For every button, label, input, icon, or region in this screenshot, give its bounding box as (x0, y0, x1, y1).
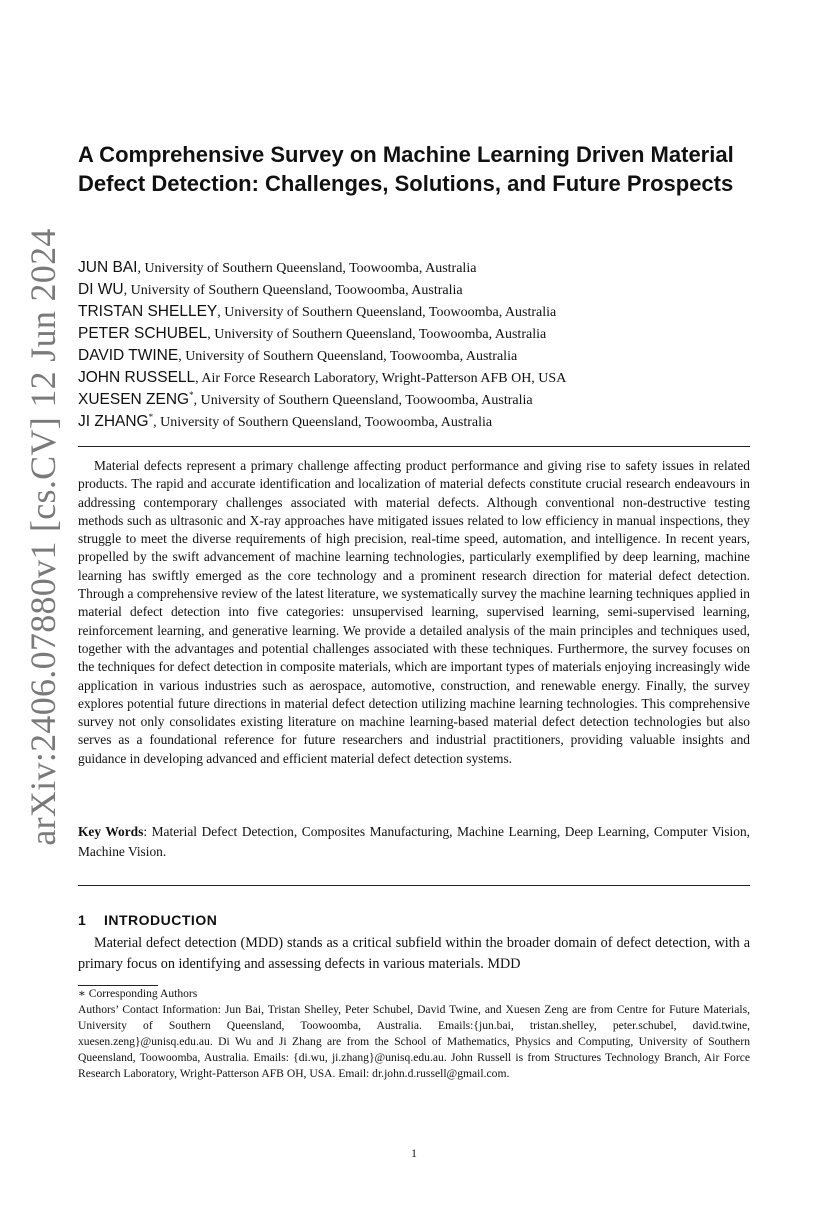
author-affiliation: , University of Southern Queensland, Toowoomba, Australia (207, 327, 547, 342)
author-affiliation: , University of Southern Queensland, Toowoomba, Australia (153, 415, 493, 430)
section-title: INTRODUCTION (104, 912, 218, 928)
corresponding-authors-note: ∗ Corresponding Authors (78, 987, 198, 1000)
author-mark: * (189, 390, 194, 400)
author-entry (78, 318, 750, 340)
section-heading (78, 912, 217, 928)
abstract-bottom-rule (78, 885, 750, 886)
arxiv-identifier-text: arXiv:2406.07880v1 [cs.CV] 12 Jun 2024 (23, 228, 63, 846)
author-mark: * (148, 412, 154, 422)
author-entry (78, 274, 750, 296)
author-name: JUN BAI (78, 259, 138, 276)
author-affiliation: , University of Southern Queensland, Toowoomba, Australia (193, 393, 533, 408)
author-list (78, 252, 750, 428)
author-name: XUESEN ZENG (78, 391, 190, 408)
keywords-list: : Material Defect Detection, Composites Manufacturing, Machine Learning, Deep Learning, Computer Vision, Machine Vision. (78, 824, 751, 859)
keywords (78, 822, 750, 862)
author-name: DI WU (78, 281, 124, 298)
author-affiliation: , University of Southern Queensland, Toowoomba, Australia (123, 283, 463, 298)
author-affiliation: , University of Southern Queensland, Toowoomba, Australia (217, 305, 557, 320)
author-entry (78, 340, 750, 362)
author-name: TRISTAN SHELLEY (78, 303, 218, 320)
keywords-label: Key Words (78, 824, 144, 839)
abstract-top-rule (78, 446, 750, 447)
author-entry (78, 362, 750, 384)
author-entry (78, 406, 750, 428)
author-affiliation: , University of Southern Queensland, Toowoomba, Australia (137, 261, 477, 276)
author-affiliation: , Air Force Research Laboratory, Wright-Patterson AFB OH, USA (195, 371, 567, 386)
author-entry (78, 296, 750, 318)
introduction-text: Material defect detection (MDD) stands as a critical subfield within the broader domain of defect detection, with a primary focus on identifying and assessing defects in various materials. MDD (78, 935, 750, 972)
author-affiliation: , University of Southern Queensland, Toowoomba, Australia (178, 349, 518, 364)
author-entry (78, 384, 750, 406)
page-number: 1 (411, 1148, 417, 1160)
author-name: JOHN RUSSELL (78, 369, 196, 386)
author-name: PETER SCHUBEL (78, 325, 208, 342)
section-number: 1 (78, 912, 87, 928)
author-name: JI ZHANG (78, 413, 149, 430)
paper-title: A Comprehensive Survey on Machine Learning Driven Material Defect Detection: Challenges, Solutions, and Future Prospects (78, 142, 734, 196)
abstract-text: Material defects represent a primary challenge affecting product performance and giving rise to safety issues in related products. The rapid and accurate identification and localization of material defects constitute crucial research endeavours in addressing contemporary challenges associated with material defects. Although conventional non-destructive testing methods such as ultrasonic and X-ray approaches have mitigated issues related to low efficiency in manual inspections, they struggle to meet the diverse requirements of high precision, real-time speed, automation, and intelligence. In recent years, propelled by the swift advancement of machine learning technologies, particularly exemplified by deep learning, machine learning has swiftly emerged as the core technology and a prominent research direction for material defect detection. Through a comprehensive review of the latest literature, we systematically survey the machine learning techniques applied in material defect detection into five categories: unsupervised learning, supervised learning, semi-supervised learning, reinforcement learning, and generative learning. We provide a detailed analysis of the main principles and techniques used, together with the advantages and potential challenges associated with these techniques. Furthermore, the survey focuses on the techniques for defect detection in composite materials, which are important types of materials enjoying increasingly wide application in various industries such as aerospace, automotive, construction, and renewable energy. Finally, the survey explores potential future directions in material defect detection utilizing machine learning technologies. This comprehensive survey not only consolidates existing literature on machine learning-based material defect detection technologies but also serves as a foundational reference for future researchers and industrial practitioners, providing valuable insights and guidance in developing advanced and efficient material defect detection systems. (78, 458, 750, 766)
author-entry (78, 252, 750, 274)
arxiv-identifier-stamp (8, 228, 78, 846)
footnotes (78, 986, 750, 1082)
contact-information-note: Authors’ Contact Information: Jun Bai, Tristan Shelley, Peter Schubel, David Twine, and Xuesen Zeng are from Centre for Future Materials, University of Southern Queensland, Toowoomba, Australia. Emails:{jun.bai, tristan.shelley, peter.schubel, david.twine, xuesen.zeng}@unisq.edu.au. Di Wu and Ji Zhang are from the School of Mathematics, Physics and Computing, University of Southern Queensland, Toowoomba, Australia. Emails: {di.wu, ji.zhang}@unisq.edu.au. John Russell is from Structures Technology Branch, Air Force Research Laboratory, Wright-Patterson AFB OH, USA. Email: dr.john.d.russell@gmail.com. (78, 1003, 750, 1080)
author-name: DAVID TWINE (78, 347, 179, 364)
